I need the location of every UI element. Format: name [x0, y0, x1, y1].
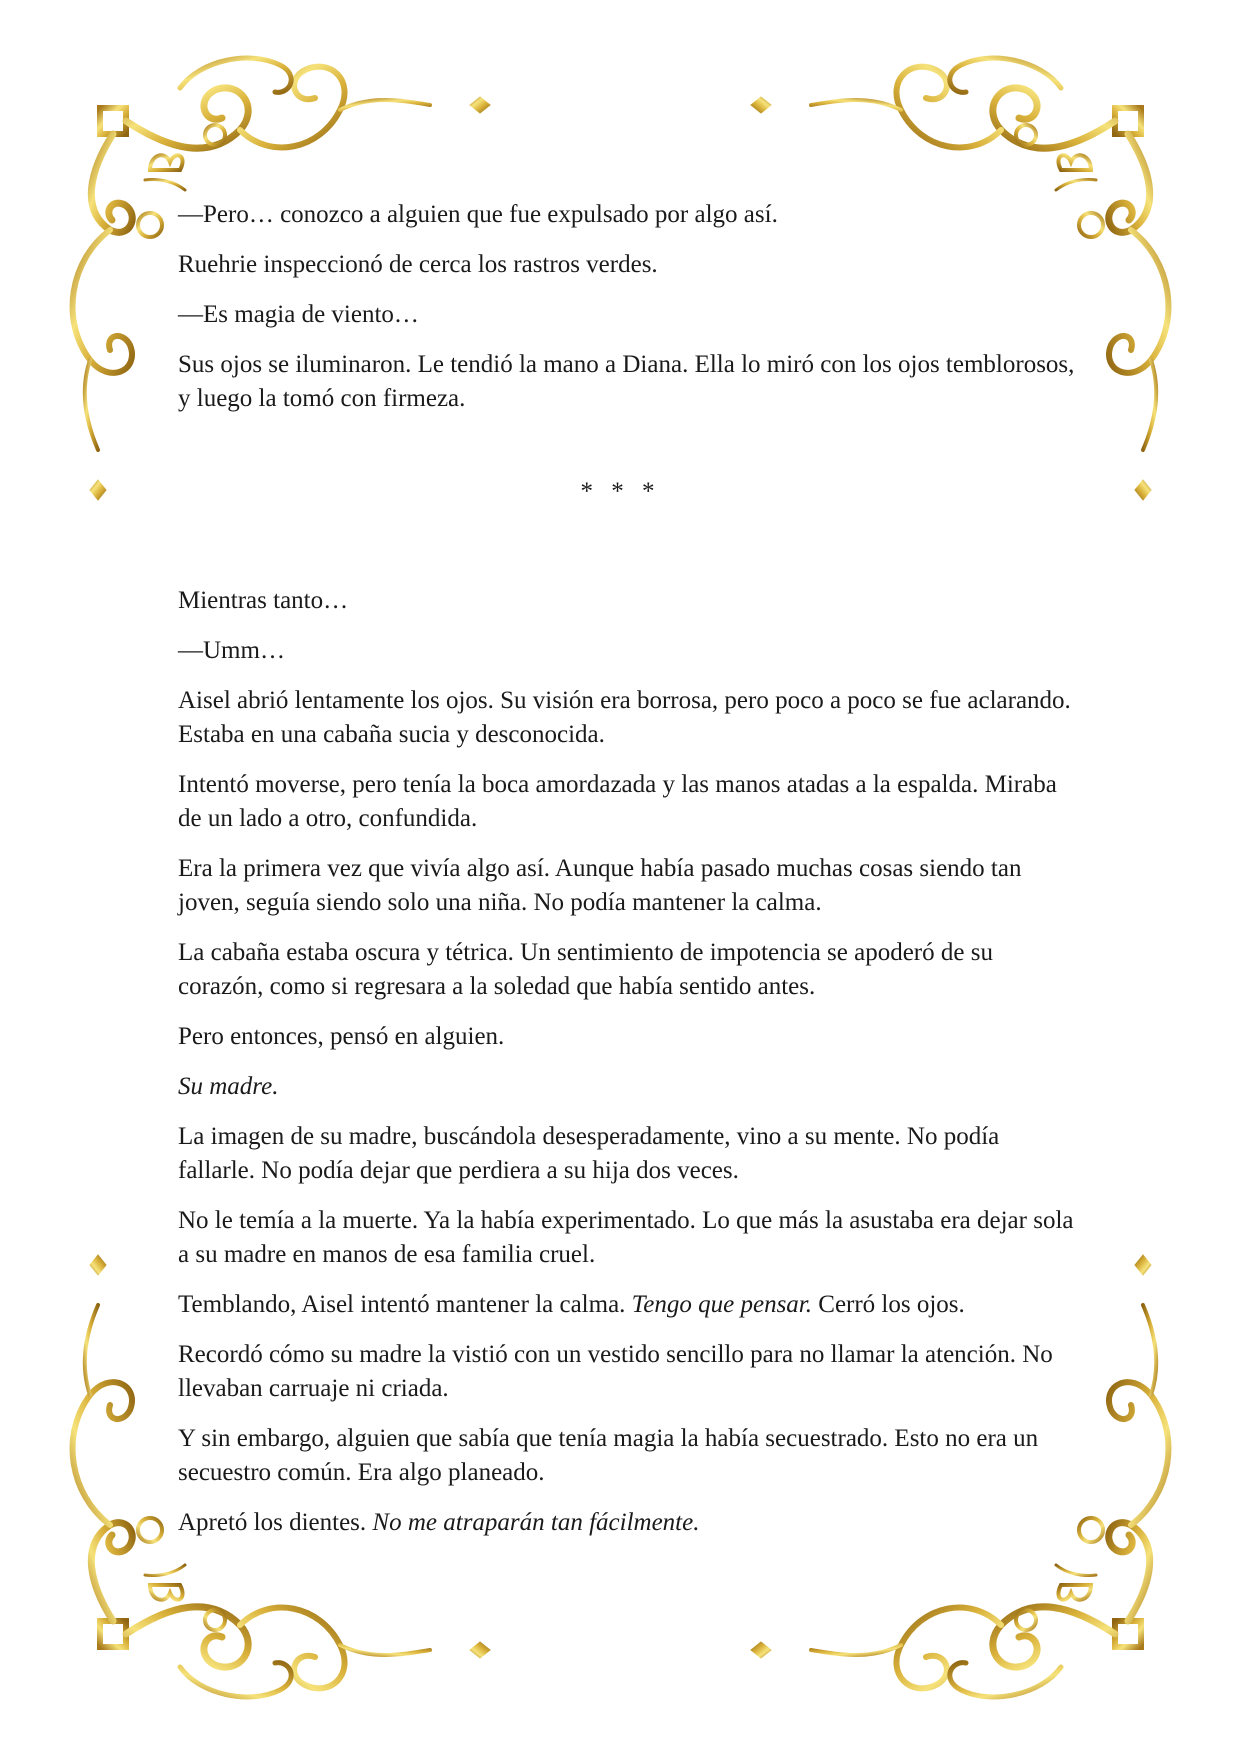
- italic-text: No me atraparán tan fácilmente.: [372, 1509, 700, 1536]
- italic-text: Su madre.: [178, 1073, 279, 1100]
- text-segment: —Umm…: [178, 637, 285, 664]
- section-two: [178, 584, 1078, 1556]
- text-segment: Era la primera vez que vivía algo así. Aunque había pasado muchas cosas siendo tan joven, seguía siendo solo una niña. No podía mantener la calma.: [178, 855, 1022, 916]
- text-segment: Pero entonces, pensó en alguien.: [178, 1023, 505, 1050]
- paragraph: [178, 1338, 1078, 1406]
- paragraph: [178, 1070, 1078, 1104]
- paragraph: [178, 1506, 1078, 1540]
- italic-text: Tengo que pensar.: [631, 1291, 813, 1318]
- text-segment: Temblando, Aisel intentó mantener la calma.: [178, 1291, 632, 1318]
- text-segment: Aisel abrió lentamente los ojos. Su visión era borrosa, pero poco a poco se fue aclarando. Estaba en una cabaña sucia y desconocida.: [178, 687, 1071, 748]
- text-segment: La cabaña estaba oscura y tétrica. Un sentimiento de impotencia se apoderó de su corazón, como si regresara a la soledad que había sentido antes.: [178, 939, 993, 1000]
- paragraph: [178, 248, 1078, 282]
- paragraph: [178, 852, 1078, 920]
- text-segment: Recordó cómo su madre la vistió con un vestido sencillo para no llamar la atención. No llevaban carruaje ni criada.: [178, 1341, 1053, 1402]
- text-segment: Y sin embargo, alguien que sabía que tenía magia la había secuestrado. Esto no era un secuestro común. Era algo planeado.: [178, 1425, 1039, 1486]
- text-segment: Mientras tanto…: [178, 587, 349, 614]
- paragraph: [178, 1204, 1078, 1272]
- paragraph: [178, 584, 1078, 618]
- paragraph: [178, 936, 1078, 1004]
- text-segment: Apretó los dientes.: [178, 1509, 373, 1536]
- paragraph: [178, 1020, 1078, 1054]
- text-segment: —Es magia de viento…: [178, 301, 419, 328]
- paragraph: [178, 1288, 1078, 1322]
- text-segment: Cerró los ojos.: [812, 1291, 965, 1318]
- text-segment: —Pero… conozco a alguien que fue expulsado por algo así.: [178, 201, 778, 228]
- scene-separator: * * *: [580, 478, 661, 505]
- paragraph: [178, 198, 1078, 232]
- text-segment: La imagen de su madre, buscándola desesperadamente, vino a su mente. No podía fallarle. No podía dejar que perdiera a su hija dos veces.: [178, 1123, 1000, 1184]
- text-segment: No le temía a la muerte. Ya la había experimentado. Lo que más la asustaba era dejar sola a su madre en manos de esa familia cruel.: [178, 1207, 1074, 1268]
- paragraph: [178, 634, 1078, 668]
- paragraph: [178, 298, 1078, 332]
- paragraph: [178, 684, 1078, 752]
- paragraph: [178, 1422, 1078, 1490]
- paragraph: [178, 1120, 1078, 1188]
- text-segment: Intentó moverse, pero tenía la boca amordazada y las manos atadas a la espalda. Miraba de un lado a otro, confundida.: [178, 771, 1057, 832]
- text-segment: Ruehrie inspeccionó de cerca los rastros verdes.: [178, 251, 658, 278]
- text-segment: Sus ojos se iluminaron. Le tendió la mano a Diana. Ella lo miró con los ojos temblorosos, y luego la tomó con firmeza.: [178, 351, 1075, 412]
- paragraph: [178, 768, 1078, 836]
- paragraph: [178, 348, 1078, 416]
- section-one: [178, 198, 1078, 432]
